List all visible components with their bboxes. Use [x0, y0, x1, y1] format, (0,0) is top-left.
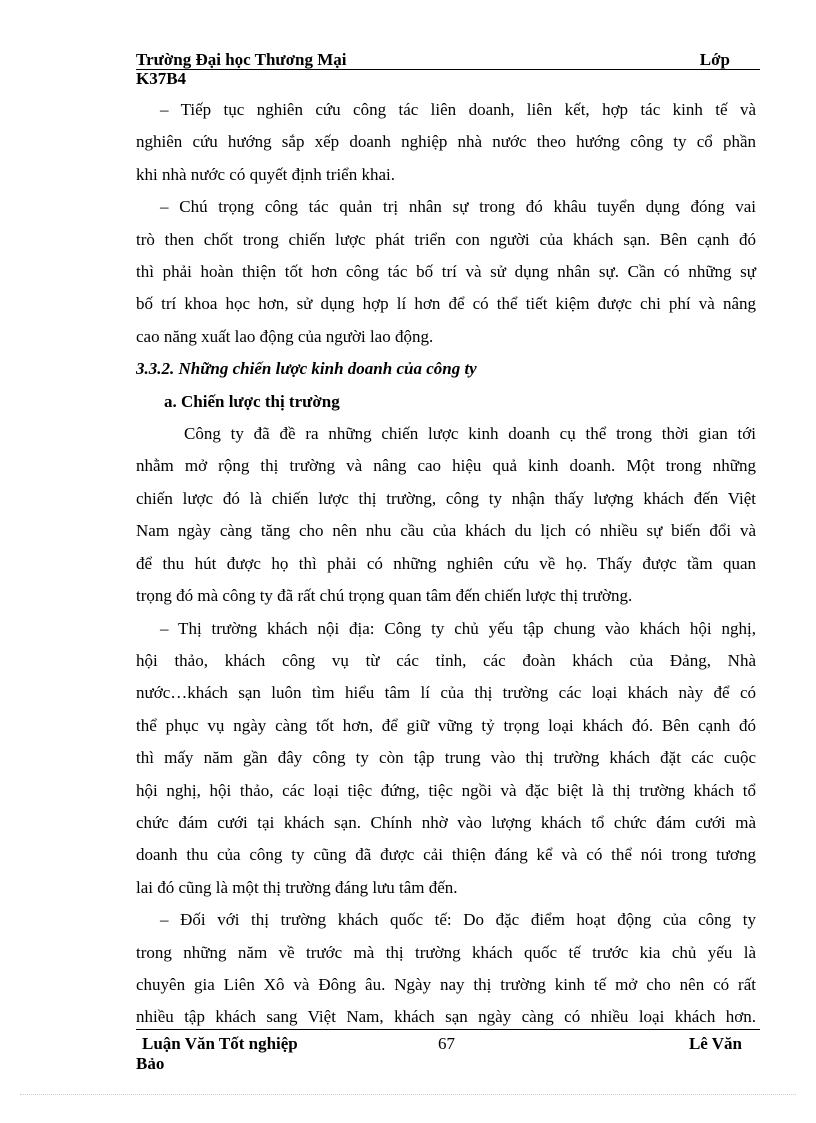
paragraph-1	[136, 94, 756, 191]
page-number: 67	[438, 1034, 455, 1053]
text-line: – Thị trường khách nội địa: Công ty chủ yếu tập chung vào khách hội nghị,	[160, 618, 756, 638]
header-class-code: K37B4	[136, 69, 187, 88]
footer-rule	[136, 1029, 760, 1030]
text-line: khi nhà nước có quyết định triển khai.	[136, 164, 395, 184]
subsection-heading-a: a. Chiến lược thị trường	[164, 391, 340, 411]
page-header	[136, 50, 760, 88]
header-rule	[136, 69, 760, 70]
text-line: cao năng xuất lao động của người lao động.	[136, 326, 434, 346]
text-line: hội thảo, khách công vụ từ các tỉnh, các đoàn khách của Đảng, Nhà	[136, 650, 756, 670]
text-line: doanh thu của công ty cũng đã được cải thiện đáng kể và có thể nói trong tương	[136, 845, 756, 865]
page-boundary-dotted	[20, 1094, 796, 1095]
text-line: để thu hút được họ thì phải có những nghiên cứu về họ. Thấy được tầm quan	[136, 553, 756, 573]
text-line: Công ty đã đề ra những chiến lược kinh doanh cụ thể trong thời gian tới	[184, 424, 756, 444]
document-body	[136, 94, 756, 1034]
text-line: nhằm mở rộng thị trường và nâng cao hiệu quả kinh doanh. Một trong những	[136, 456, 756, 476]
text-line: thì mấy năm gần đây công ty còn tập trung vào thị trường khách đặt các cuộc	[136, 748, 756, 768]
footer-author-last: Bảo	[136, 1054, 165, 1073]
text-line: lai đó cũng là một thị trường đáng lưu tâm đến.	[136, 877, 458, 897]
text-line: bố trí khoa học hơn, sử dụng hợp lí hơn để có thể tiết kiệm được chi phí và nâng	[136, 294, 756, 314]
header-school: Trường Đại học Thương Mại	[136, 50, 347, 69]
text-line: nghiên cứu hướng sắp xếp doanh nghiệp nhà nước theo hướng công ty cổ phần	[136, 132, 756, 152]
text-line: trò then chốt trong chiến lược phát triển con người của khách sạn. Bên cạnh đó	[136, 229, 756, 249]
text-line: trong những năm về trước mà thị trường khách quốc tế trước kia chủ yếu là	[136, 942, 756, 962]
text-line: – Tiếp tục nghiên cứu công tác liên doanh, liên kết, hợp tác kinh tế và	[160, 100, 756, 119]
footer-title: Luận Văn Tốt nghiệp	[142, 1034, 298, 1053]
text-line: – Chú trọng công tác quản trị nhân sự trong đó khâu tuyển dụng đóng vai	[160, 197, 756, 217]
text-line: chức đám cưới tại khách sạn. Chính nhờ vào lượng khách tổ chức đám cưới mà	[136, 812, 756, 832]
footer-author-first: Lê Văn	[688, 1034, 742, 1053]
text-line: thể phục vụ ngày càng tốt hơn, để giữ vững tỷ trọng loại khách đó. Bên cạnh đó	[136, 715, 756, 735]
paragraph-4	[136, 613, 756, 905]
text-line: nước…khách sạn luôn tìm hiểu tâm lí của thị trường các loại khách này để có	[136, 683, 756, 703]
paragraph-2	[136, 191, 756, 353]
section-heading-3-3-2: 3.3.2. Những chiến lược kinh doanh của công ty	[136, 359, 477, 379]
paragraph-3	[136, 418, 756, 612]
text-line: thì phải hoàn thiện tốt hơn công tác bố trí và sử dụng nhân sự. Cần có những sự	[136, 262, 756, 282]
text-line: Nam ngày càng tăng cho nên nhu cầu của khách du lịch có nhiều sự biến đổi và	[136, 521, 756, 541]
paragraph-5	[136, 904, 756, 1034]
text-line: nhiều tập khách sang Việt Nam, khách sạn ngày càng có nhiều loại khách hơn.	[136, 1007, 756, 1027]
text-line: hội nghị, hội thảo, các loại tiệc đứng, tiệc ngồi và đặc biệt là thị trường khách tổ	[136, 780, 756, 800]
text-line: chiến lược đó là chiến lược thị trường, công ty nhận thấy lượng khách đến Việt	[136, 488, 756, 508]
header-class-label: Lớp	[699, 50, 730, 69]
text-line: chuyên gia Liên Xô và Đông âu. Ngày nay thị trường kinh tế mở cho nên có rất	[136, 974, 756, 994]
text-line: trọng đó mà công ty đã rất chú trọng quan tâm đến chiến lược thị trường.	[136, 586, 633, 606]
text-line: – Đối với thị trường khách quốc tế: Do đặc điểm hoạt động của công ty	[160, 910, 756, 930]
